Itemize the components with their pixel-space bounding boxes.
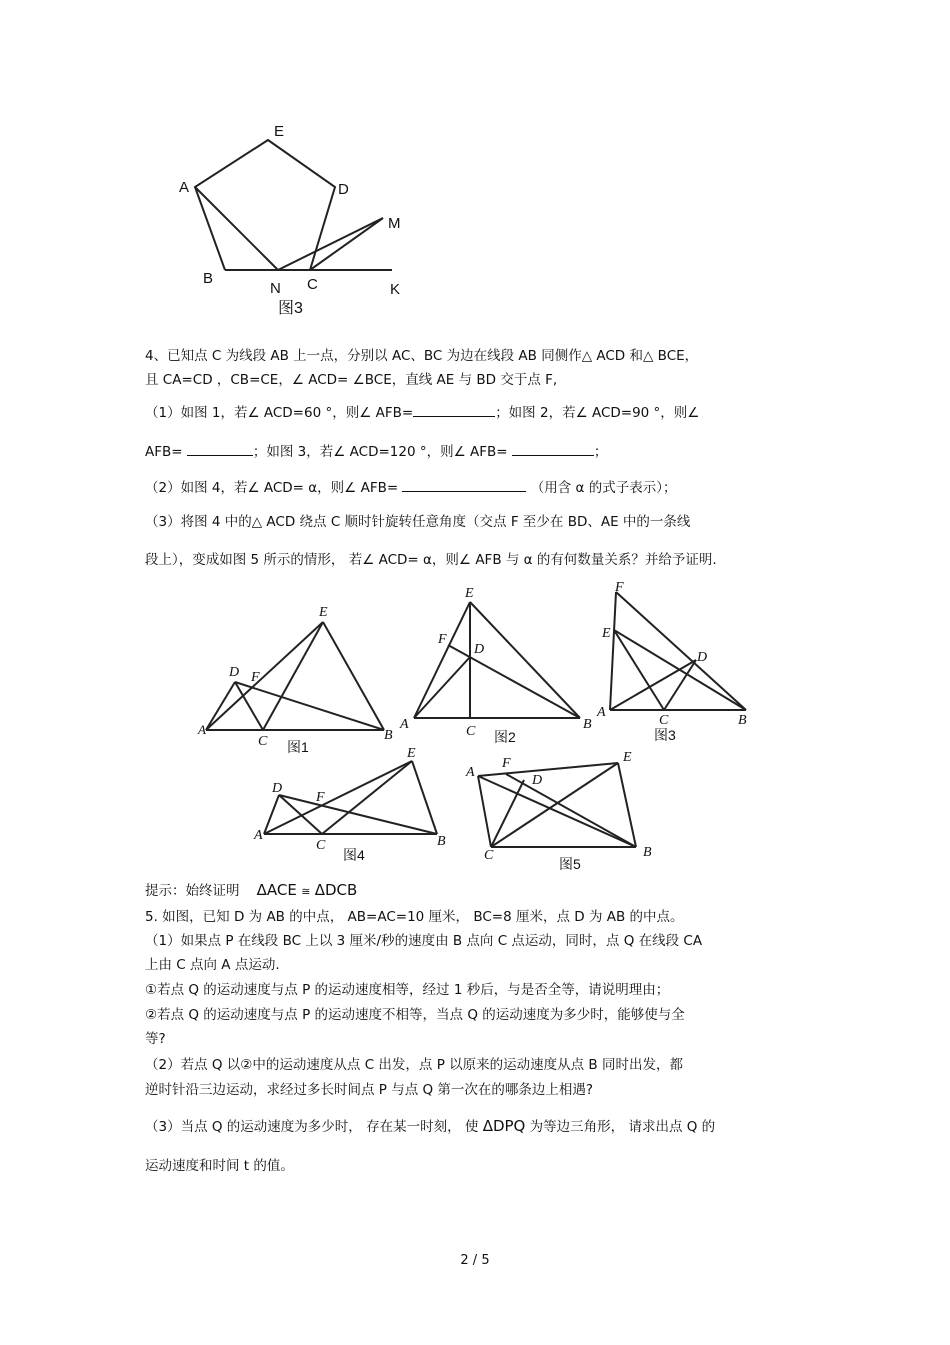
figure-5 — [462, 745, 662, 875]
segment-AE — [414, 602, 470, 718]
label-B: B — [437, 834, 446, 849]
text: （用含 α 的式子表示）； — [530, 480, 677, 496]
label-E: E — [623, 750, 632, 765]
problem5-line8 — [145, 1081, 593, 1099]
segment-EB — [412, 761, 437, 834]
problem5-line1 — [145, 908, 684, 926]
label-F: F — [438, 632, 447, 647]
label-C: C — [316, 838, 326, 853]
label-A: A — [254, 828, 263, 843]
label-D: D — [229, 665, 240, 680]
figure-caption: 图3 — [278, 300, 303, 317]
problem4-intro-line2 — [145, 371, 557, 389]
segment-AB — [478, 776, 636, 847]
segment-EC — [614, 630, 664, 710]
problem4-q1-line1 — [145, 402, 699, 422]
label-K: K — [390, 281, 401, 298]
label-B: B — [738, 713, 747, 728]
segment-CE — [322, 761, 412, 834]
segment-EB — [618, 763, 636, 847]
problem5-line9 — [145, 1117, 715, 1136]
text: 上由 C 点向 A 点运动. — [145, 957, 280, 973]
text: （2）若点 Q 以②中的运动速度从点 C 出发，点 P 以原来的运动速度从点 B 同时出发，都 — [145, 1057, 683, 1073]
label-F: F — [251, 670, 260, 685]
label-D: D — [272, 781, 283, 796]
segment-AE — [478, 763, 618, 776]
page-number: 2 / 5 — [460, 1253, 490, 1268]
answer-blank[interactable] — [402, 477, 526, 492]
pentagon-outline — [195, 140, 335, 270]
text: 且 CA=CD ，CB=CE，∠ ACD= ∠BCE，直线 AE 与 BD 交于点 F, — [145, 372, 558, 388]
problem5-line10 — [145, 1157, 294, 1175]
label-E: E — [465, 586, 474, 601]
label-A: A — [466, 765, 475, 780]
segment-FA — [610, 592, 616, 710]
label-C: C — [659, 713, 669, 728]
segment-CD — [664, 660, 696, 710]
text: 运动速度和时间 t 的值。 — [145, 1158, 294, 1174]
segment-FB — [616, 592, 746, 710]
label-E: E — [602, 626, 611, 641]
segment-AD — [414, 657, 470, 718]
answer-blank[interactable] — [413, 402, 495, 417]
label-D: D — [532, 773, 543, 788]
segment-AD — [610, 660, 696, 710]
label-A: A — [198, 722, 206, 737]
text: （1）如图 1，若∠ ACD=60 °，则∠ AFB= — [145, 405, 414, 421]
line-cm — [310, 218, 383, 270]
label-E: E — [407, 746, 416, 761]
text: （1）如果点 P 在线段 BC 上以 3 厘米/秒的速度由 B 点向 C 点运动，同时，点 Q 在线段 CA — [145, 933, 703, 949]
problem5-line7 — [145, 1056, 683, 1074]
text: AFB= — [145, 444, 183, 460]
label-E: E — [274, 123, 285, 140]
problem4-q3-line2 — [145, 551, 717, 569]
label-N: N — [270, 280, 281, 297]
problem4-q2 — [145, 477, 676, 497]
pentagon-figure — [170, 118, 410, 323]
text: （3）将图 4 中的△ ACD 绕点 C 顺时针旋转任意角度（交点 F 至少在 BD、AE 中的一条线 — [145, 514, 691, 530]
label-C: C — [466, 724, 476, 739]
problem5-line3 — [145, 956, 280, 974]
segment-EB — [470, 602, 580, 718]
problem5-line2 — [145, 932, 702, 950]
label-B: B — [643, 845, 652, 860]
text: 4、已知点 C 为线段 AB 上一点，分别以 AC、BC 为边在线段 AB 同侧作△ ACD 和△ BCE， — [145, 348, 699, 364]
figure-2 — [400, 585, 600, 750]
text: 提示：始终证明 — [145, 883, 240, 899]
label-F: F — [316, 790, 325, 805]
figure-4 — [250, 745, 460, 870]
figure-caption: 图5 — [559, 856, 581, 872]
segment-FB — [506, 774, 636, 847]
text: ；如图 3，若∠ ACD=120 °，则∠ AFB= — [252, 444, 508, 460]
math-triangle: ΔDPQ — [482, 1117, 526, 1135]
text: 逆时针沿三边运动，求经过多长时间点 P 与点 Q 第一次在的哪条边上相遇? — [145, 1082, 594, 1098]
label-B: B — [384, 728, 393, 743]
math-triangle: ΔACE — [256, 881, 297, 899]
label-A: A — [179, 179, 190, 196]
text: ；如图 2，若∠ ACD=90 °，则∠ — [495, 405, 700, 421]
segment-AC — [478, 776, 491, 847]
text: ； — [593, 444, 608, 460]
text: 等? — [145, 1031, 166, 1047]
label-D: D — [697, 650, 708, 665]
math-triangle: ΔDCB — [314, 881, 358, 899]
line-an — [195, 187, 278, 270]
text: 5. 如图，已知 D 为 AB 的中点， AB=AC=10 厘米， BC=8 厘米，点 D 为 AB 的中点。 — [145, 909, 684, 925]
figure-caption: 图1 — [287, 739, 309, 755]
figure-3 — [596, 580, 756, 745]
label-D: D — [338, 181, 349, 198]
label-M: M — [388, 215, 401, 232]
answer-blank[interactable] — [512, 441, 594, 456]
problem5-line5 — [145, 1006, 685, 1024]
label-B: B — [583, 717, 592, 732]
segment-AE — [206, 622, 323, 730]
problem5-line4 — [145, 981, 669, 999]
label-C: C — [484, 848, 494, 863]
label-B: B — [203, 270, 214, 287]
hint-line — [145, 881, 357, 901]
problem4-q1-line2 — [145, 441, 607, 461]
label-F: F — [615, 580, 624, 595]
text: 段上），变成如图 5 所示的情形， 若∠ ACD= α，则∠ AFB 与 α 的有何数量关系？并给予证明. — [145, 552, 717, 568]
label-F: F — [502, 756, 511, 771]
label-A: A — [400, 717, 409, 732]
segment-FB — [448, 645, 580, 718]
problem4-q3-line1 — [145, 513, 690, 531]
label-C: C — [258, 734, 268, 749]
label-A: A — [597, 705, 606, 720]
answer-blank[interactable] — [187, 441, 253, 456]
problem4-intro-line1 — [145, 347, 698, 365]
label-D: D — [474, 642, 485, 657]
problem5-line6 — [145, 1030, 166, 1048]
segment-CE — [263, 622, 323, 730]
line-nm — [278, 218, 383, 270]
text: ②若点 Q 的运动速度与点 P 的运动速度不相等，当点 Q 的运动速度为多少时，能够使与全 — [145, 1007, 685, 1023]
figure-caption: 图4 — [343, 847, 365, 863]
text: （3）当点 Q 的运动速度为多少时， 存在某一时刻， 使 — [145, 1119, 479, 1135]
label-E: E — [319, 605, 328, 620]
figure-caption: 图3 — [654, 727, 676, 743]
label-C: C — [307, 276, 318, 293]
congruent-symbol: ≅ — [301, 885, 311, 898]
figure-caption: 图2 — [494, 729, 516, 745]
text: 为等边三角形， 请求出点 Q 的 — [529, 1119, 716, 1135]
figure-1 — [198, 600, 398, 760]
text: （2）如图 4，若∠ ACD= α，则∠ AFB= — [145, 480, 399, 496]
text: ①若点 Q 的运动速度与点 P 的运动速度相等，经过 1 秒后，与是否全等，请说明理由； — [145, 982, 670, 998]
